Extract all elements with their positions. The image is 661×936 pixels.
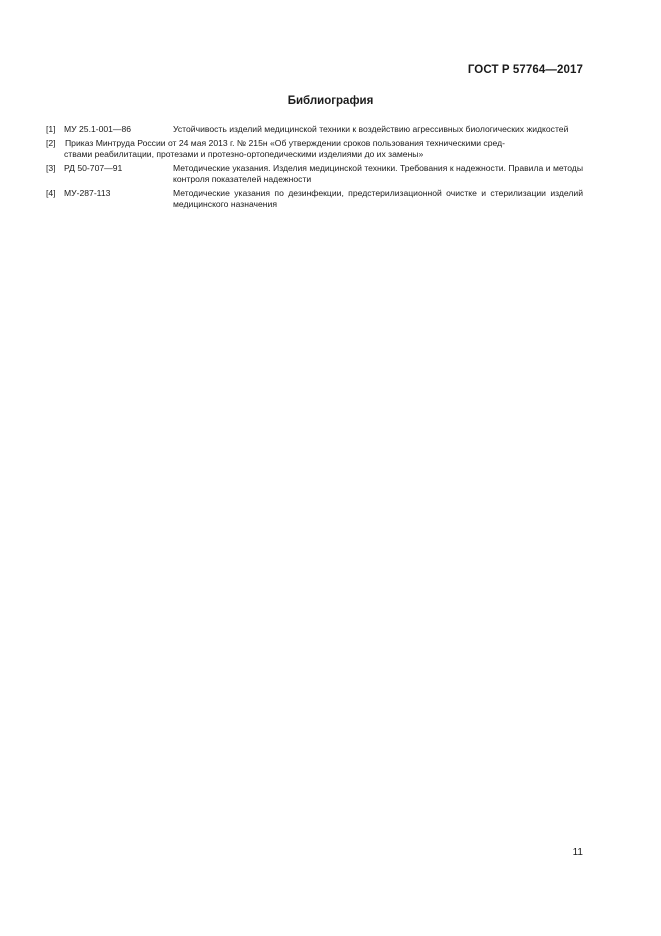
entry-code: МУ 25.1-001—86: [64, 124, 132, 134]
document-code: ГОСТ Р 57764—2017: [467, 64, 583, 76]
entry-number: [1]: [46, 124, 56, 134]
bibliography-list: [46, 124, 583, 212]
entry-description: Методические указания по дезинфекции, предстерилизационной очистке и стерилизации изделий медицинского назначения: [173, 187, 583, 209]
entry-description: Методические указания. Изделия медицинской техники. Требования к надежности. Правила и методы контроля показателей надежности: [173, 162, 583, 184]
bibliography-entry-1: [46, 124, 583, 135]
bibliography-entry-4: [46, 188, 583, 210]
entry-code: РД 50-707—91: [64, 162, 123, 173]
entry-description: Устойчивость изделий медицинской техники к воздействию агрессивных биологических жидкостей: [173, 124, 569, 134]
entry-number: [2]: [46, 137, 56, 148]
entry-number: [4]: [46, 187, 56, 198]
page-title: Библиография: [287, 95, 374, 107]
entry-code: МУ-287-113: [64, 187, 111, 198]
bibliography-entry-2: [46, 138, 583, 160]
entry-description-line-1: Приказ Минтруда России от 24 мая 2013 г. № 215н «Об утверждении сроков пользования техническими сред-: [65, 137, 505, 148]
entry-description-line-2: ствами реабилитации, протезами и протезно-ортопедическими изделиями до их замены»: [64, 148, 424, 159]
page-number: 11: [572, 847, 583, 858]
bibliography-entry-3: [46, 163, 583, 185]
entry-number: [3]: [46, 162, 56, 173]
